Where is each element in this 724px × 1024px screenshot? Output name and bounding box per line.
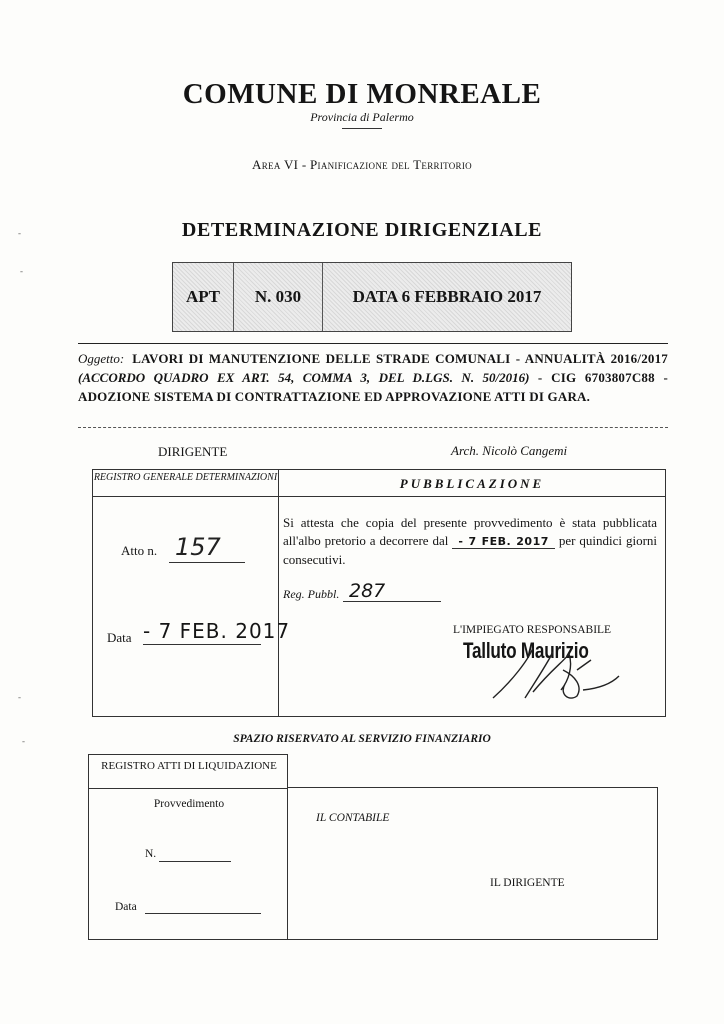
reg-pubbl-label: Reg. Pubbl. <box>283 587 340 601</box>
title-divider <box>342 128 382 129</box>
contabile-label: IL CONTABILE <box>316 812 390 824</box>
n-label: N. <box>145 848 157 860</box>
attestation-text-1: Si attesta che copia del presente provvedimento è stata pubblicata all'albo pretorio a decorrere dal <box>283 515 657 548</box>
subject-text-1: LAVORI DI MANUTENZIONE DELLE STRADE COMUNALI - ANNUALITÀ 2016/2017 <box>132 351 668 366</box>
finanziario-table <box>88 754 658 940</box>
data-stamp: - 7 FEB. 2017 <box>143 619 291 643</box>
registro-generale-header: REGISTRO GENERALE DETERMINAZIONI <box>93 472 278 483</box>
area-heading: Area VI - Pianificazione del Territorio <box>252 157 472 172</box>
attestation-text-2: per quindici giorni consecutivi. <box>283 533 658 567</box>
table-header-rule <box>93 496 665 497</box>
dirigente-signature-label: IL DIRIGENTE <box>490 877 565 889</box>
scan-mark: - <box>20 266 23 276</box>
subject-label: Oggetto: <box>78 351 125 366</box>
attestation-text <box>283 514 657 569</box>
impiegato-name-stamp: Talluto Maurizio <box>463 638 589 663</box>
comune-title: COMUNE DI MONREALE <box>182 78 542 110</box>
scan-mark: - <box>18 692 21 702</box>
document-type-heading: DETERMINAZIONE DIRIGENZIALE <box>181 219 543 241</box>
provincia-subtitle: Provincia di Palermo <box>310 110 414 124</box>
subject-top-rule <box>78 343 668 344</box>
pubblicazione-header: PUBBLICAZIONE <box>399 476 545 491</box>
publication-table <box>92 469 666 717</box>
atto-underline <box>169 562 245 563</box>
atto-number-handwritten: 157 <box>175 533 221 561</box>
impiegato-label: L'IMPIEGATO RESPONSABILE <box>453 624 612 636</box>
provvedimento-label: Provvedimento <box>153 798 225 810</box>
registro-rule <box>89 788 287 789</box>
date-cell: DATA 6 FEBBRAIO 2017 <box>352 287 542 306</box>
dirigente-name: Arch. Nicolò Cangemi <box>451 443 568 458</box>
data-label-2: Data <box>115 901 137 913</box>
servizio-finanziario-heading: SPAZIO RISERVATO AL SERVIZIO FINANZIARIO <box>233 733 491 745</box>
reg-pubbl-handwritten: 287 <box>349 580 386 602</box>
determination-number-box <box>172 262 572 332</box>
subject-bottom-rule <box>78 427 668 428</box>
subject-text-2: (ACCORDO QUADRO EX ART. 54, COMMA 3, DEL D.LGS. N. 50/2016) <box>78 370 530 385</box>
data-label: Data <box>107 630 132 645</box>
scan-mark: - <box>18 228 21 238</box>
subject-text-3: - CIG 6703807C88 - ADOZIONE SISTEMA DI CONTRATTAZIONE ED APPROVAZIONE ATTI DI GARA. <box>78 370 668 404</box>
liquidazione-panel <box>88 754 288 940</box>
data-underline-2 <box>145 913 261 914</box>
atto-label: Atto n. <box>121 543 158 558</box>
number-cell: N. 030 <box>234 263 323 331</box>
reg-pubbl-underline <box>343 601 441 602</box>
registro-liquidazione-header: REGISTRO ATTI DI LIQUIDAZIONE <box>101 760 277 772</box>
signatures-panel <box>288 787 658 940</box>
attestation-date-stamp: - 7 FEB. 2017 <box>452 535 555 549</box>
subject-paragraph <box>78 349 668 406</box>
data-underline <box>143 644 261 645</box>
scan-mark: - <box>22 736 25 746</box>
table-divider <box>278 470 279 716</box>
n-underline <box>159 861 231 862</box>
apt-cell: APT <box>173 263 234 331</box>
dirigente-label: DIRIGENTE <box>158 444 228 459</box>
signature-icon <box>473 640 623 702</box>
